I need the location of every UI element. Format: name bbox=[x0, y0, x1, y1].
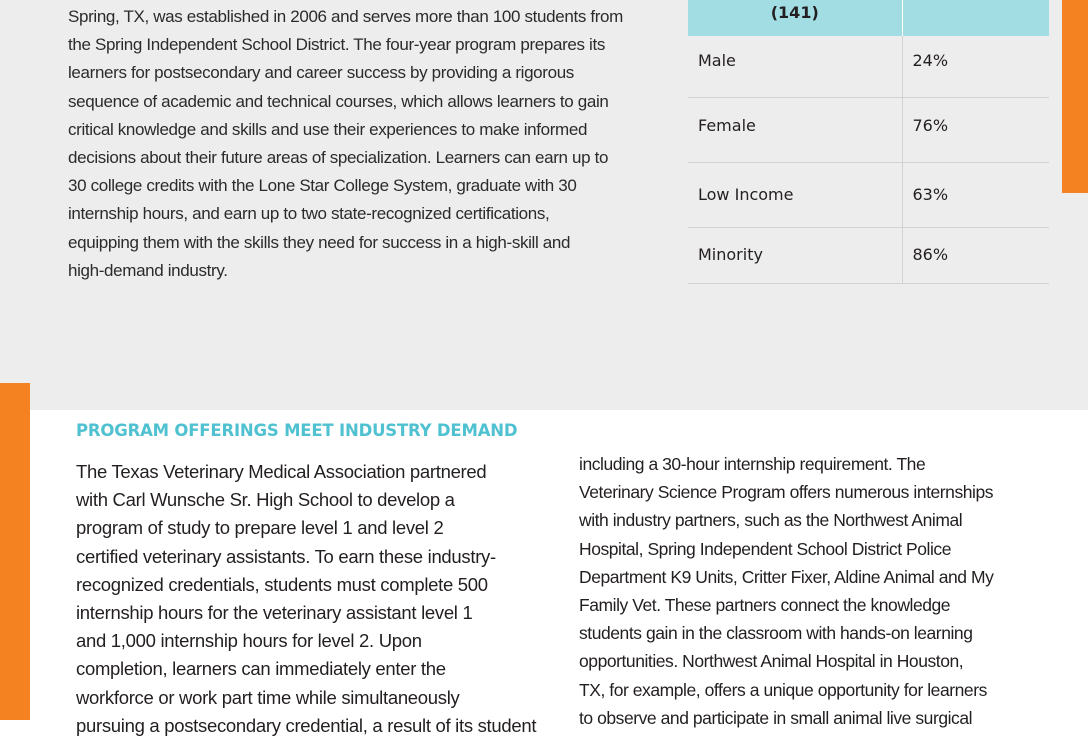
right-line: Department K9 Units, Critter Fixer, Aldine Animal and My bbox=[579, 566, 994, 587]
right-line: opportunities. Northwest Animal Hospital in Houston, bbox=[579, 651, 964, 672]
right-line: TX, for example, offers a unique opportunity for learners bbox=[579, 679, 987, 700]
right-column-text bbox=[579, 450, 1049, 732]
section-heading: PROGRAM OFFERINGS MEET INDUSTRY DEMAND bbox=[76, 421, 518, 440]
orange-accent-bar-left bbox=[0, 383, 30, 720]
intro-line: sequence of academic and technical courses, which allows learners to gain bbox=[68, 91, 609, 111]
intro-line: 30 college credits with the Lone Star College System, graduate with 30 bbox=[68, 176, 577, 196]
left-line: completion, learners can immediately enter the bbox=[76, 658, 446, 680]
intro-line: equipping them with the skills they need for success in a high-skill and bbox=[68, 232, 571, 252]
intro-line: critical knowledge and skills and use their experiences to make informed bbox=[68, 119, 588, 139]
left-line: certified veterinary assistants. To earn these industry- bbox=[76, 545, 496, 567]
right-line: students gain in the classroom with hands-on learning bbox=[579, 623, 973, 644]
demographics-table bbox=[688, 0, 1049, 284]
left-line: recognized credentials, students must complete 500 bbox=[76, 573, 488, 595]
right-line: to observe and participate in small animal live surgical bbox=[579, 707, 973, 728]
row-value: 86% bbox=[902, 227, 1049, 283]
right-line: with industry partners, such as the Northwest Animal bbox=[579, 510, 963, 531]
left-column-text bbox=[76, 458, 556, 740]
left-line: internship hours for the veterinary assistant level 1 bbox=[76, 602, 473, 624]
row-label: Minority bbox=[688, 227, 902, 283]
table-row bbox=[688, 97, 1049, 162]
intro-line: high-demand industry. bbox=[68, 260, 228, 280]
intro-line: internship hours, and earn up to two state-recognized certifications, bbox=[68, 204, 550, 224]
table-row bbox=[688, 162, 1049, 227]
left-line: and 1,000 internship hours for level 2. Upon bbox=[76, 630, 422, 652]
intro-line: decisions about their future areas of specialization. Learners can earn up to bbox=[68, 148, 609, 168]
table-row bbox=[688, 227, 1049, 283]
right-line: Veterinary Science Program offers numerous internships bbox=[579, 482, 994, 503]
right-line: Family Vet. These partners connect the knowledge bbox=[579, 595, 951, 616]
table-row bbox=[688, 36, 1049, 97]
row-value: 63% bbox=[902, 162, 1049, 227]
row-value: 24% bbox=[902, 36, 1049, 97]
right-line: including a 30-hour internship requirement. The bbox=[579, 454, 926, 474]
intro-paragraph bbox=[68, 3, 668, 285]
table-header-enrollment: (141) bbox=[688, 0, 902, 36]
row-value: 76% bbox=[902, 97, 1049, 162]
left-line: The Texas Veterinary Medical Association partnered bbox=[76, 461, 487, 482]
right-line: Hospital, Spring Independent School District Police bbox=[579, 538, 951, 559]
intro-line: Spring, TX, was established in 2006 and serves more than 100 students from bbox=[68, 7, 623, 26]
row-label: Low Income bbox=[688, 162, 902, 227]
row-label: Male bbox=[688, 36, 902, 97]
table-header-blank bbox=[902, 0, 1049, 36]
left-line: with Carl Wunsche Sr. High School to develop a bbox=[76, 489, 455, 511]
intro-line: learners for postsecondary and career success by providing a rigorous bbox=[68, 63, 574, 83]
left-line: program of study to prepare level 1 and level 2 bbox=[76, 517, 444, 539]
orange-accent-bar-right bbox=[1062, 0, 1088, 193]
left-line: workforce or work part time while simultaneously bbox=[76, 686, 460, 708]
intro-line: the Spring Independent School District. The four-year program prepares its bbox=[68, 35, 605, 55]
left-line: pursuing a postsecondary credential, a result of its student bbox=[76, 714, 537, 736]
table-header-row bbox=[688, 0, 1049, 36]
row-label: Female bbox=[688, 97, 902, 162]
